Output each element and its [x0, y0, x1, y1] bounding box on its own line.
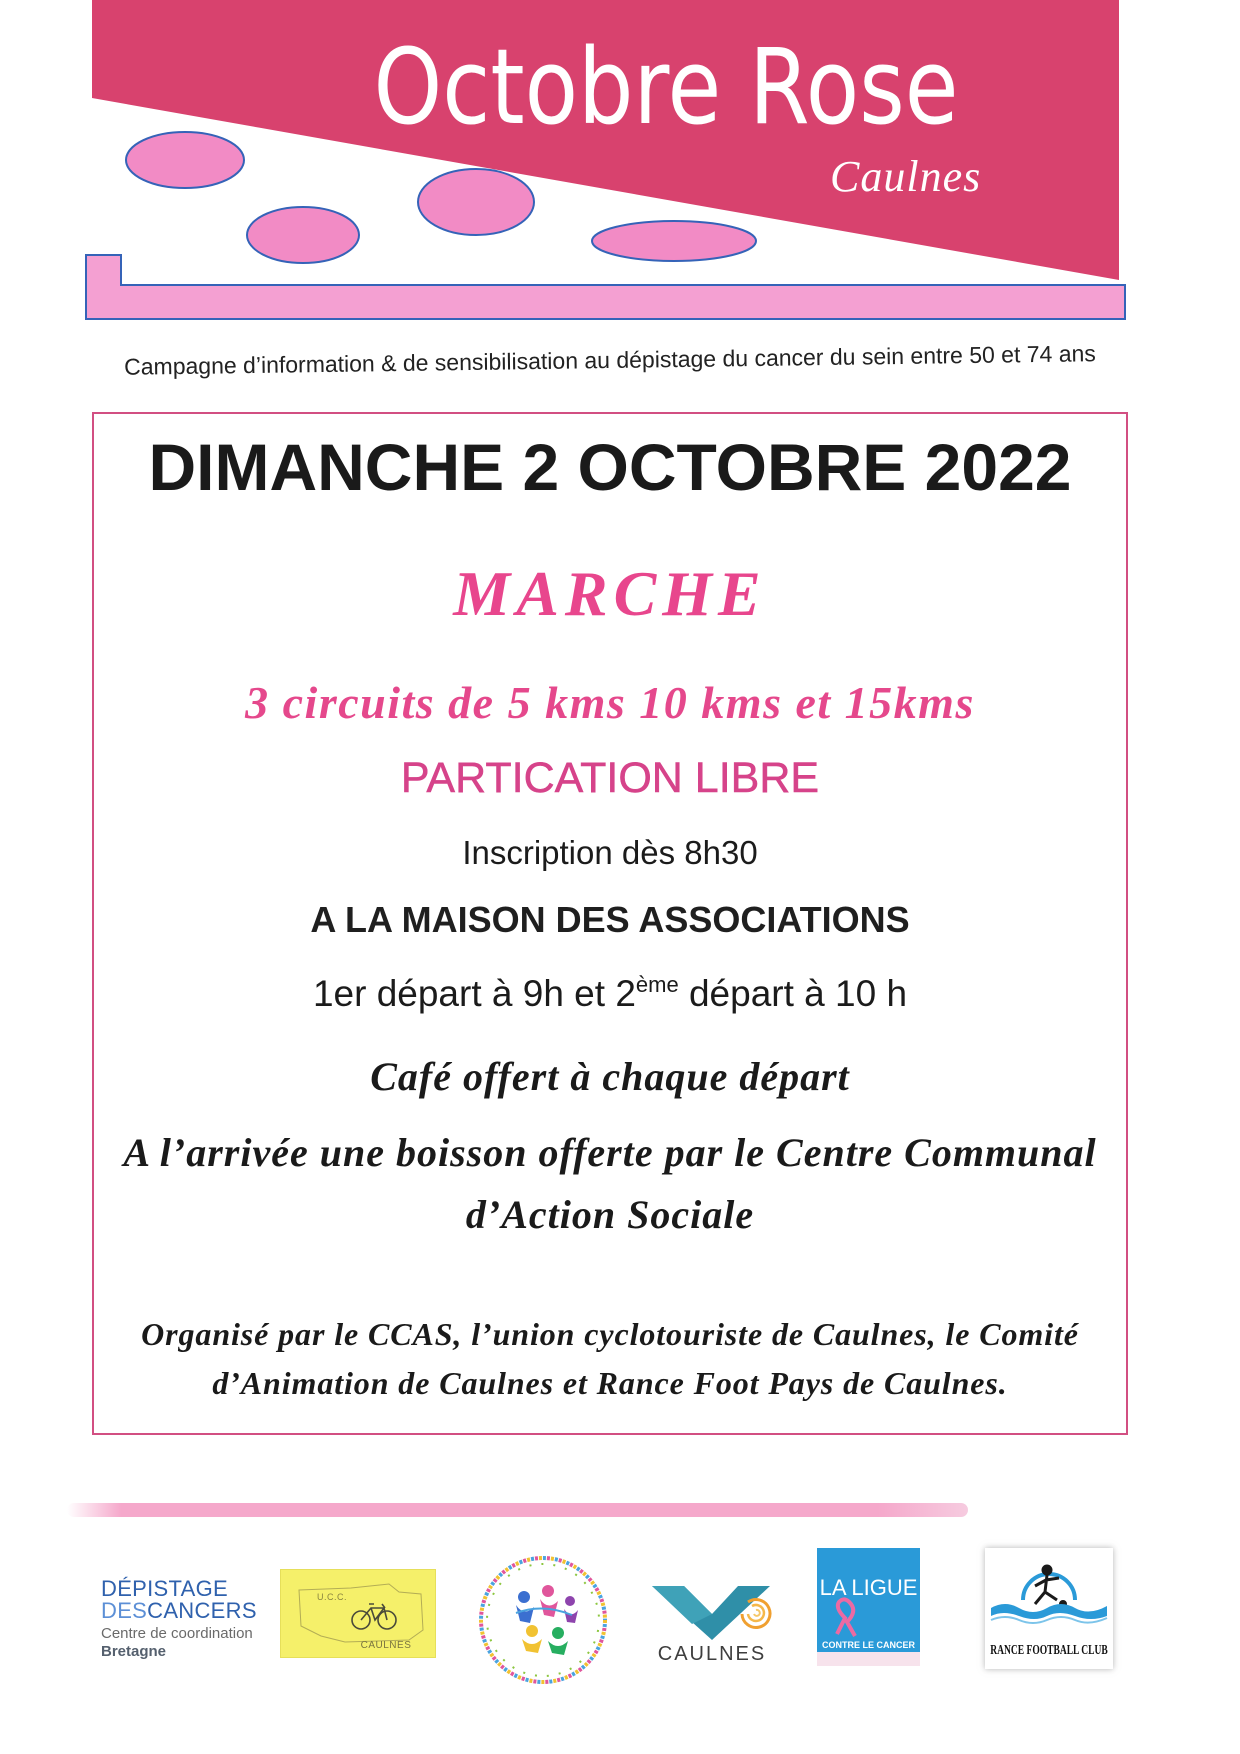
ucc-logo-top-text: U.C.C. [317, 1592, 347, 1602]
caulnes-emblem-icon [652, 1572, 782, 1640]
departures-text-1: 1er départ à 9h et 2 [312, 973, 636, 1014]
pink-oval [126, 132, 244, 188]
la-ligue-tagline: CONTRE LE CANCER [821, 1640, 915, 1650]
pink-oval [418, 169, 534, 235]
event-activity: MARCHE [453, 558, 767, 629]
la-ligue-name: LA LIGUE [819, 1575, 918, 1600]
arrival-drink-line-2: d’Action Sociale [465, 1192, 755, 1237]
depistage-logo-line-3: Centre de coordination [101, 1625, 253, 1642]
pink-ribbon-icon [837, 1599, 855, 1636]
depistage-des: DES [101, 1598, 148, 1623]
organizers-line-2: d’Animation de Caulnes et Rance Foot Pays de Caulnes. [212, 1365, 1008, 1401]
la-ligue-bottom-strip [817, 1652, 920, 1666]
town-name: Caulnes [830, 152, 982, 201]
ucc-logo-bottom-text: CAULNES [360, 1640, 412, 1651]
departures-superscript: ème [635, 972, 679, 997]
pink-brush-divider [67, 1503, 968, 1517]
rance-football-club-logo [985, 1548, 1113, 1669]
rance-football-club-name: RANCE FOOTBALL CLUB [990, 1643, 1108, 1658]
depistage-logo-line-2 [101, 1598, 257, 1624]
event-date: DIMANCHE 2 OCTOBRE 2022 [148, 430, 1072, 504]
event-venue: A LA MAISON DES ASSOCIATIONS [310, 899, 910, 940]
footballer-icon [1035, 1565, 1067, 1608]
pink-underline-bar [86, 255, 1125, 319]
circuits-info: 3 circuits de 5 kms 10 kms et 15kms [245, 677, 975, 728]
departures-text-2: départ à 10 h [678, 973, 908, 1014]
caulnes-logo-text: CAULNES [657, 1643, 767, 1665]
departure-times [92, 972, 1128, 1016]
organizers-line-1: Organisé par le CCAS, l’union cyclotouriste de Caulnes, le Comité [141, 1316, 1079, 1352]
depistage-logo-line-4: Bretagne [101, 1643, 167, 1660]
page-title: Octobre Rose [373, 26, 959, 148]
community-figures-icon [476, 1553, 610, 1687]
registration-time: Inscription dès 8h30 [462, 834, 758, 871]
bicycle-icon [352, 1604, 396, 1629]
ucc-logo [280, 1569, 436, 1658]
participation-info: PARTICATION LIBRE [400, 754, 820, 802]
pink-oval [247, 207, 359, 263]
campaign-tagline: Campagne d’information & de sensibilisation au dépistage du cancer du sein entre 50 et 74 ans [123, 340, 1097, 380]
depistage-logo-line-1: DÉPISTAGE [101, 1576, 228, 1601]
la-ligue-logo [817, 1548, 920, 1652]
coffee-info: Café offert à chaque départ [370, 1054, 850, 1099]
depistage-cancers: CANCERS [147, 1598, 257, 1623]
arrival-drink-line-1: A l’arrivée une boisson offerte par le Centre Communal [123, 1130, 1097, 1175]
pink-oval [592, 221, 756, 261]
